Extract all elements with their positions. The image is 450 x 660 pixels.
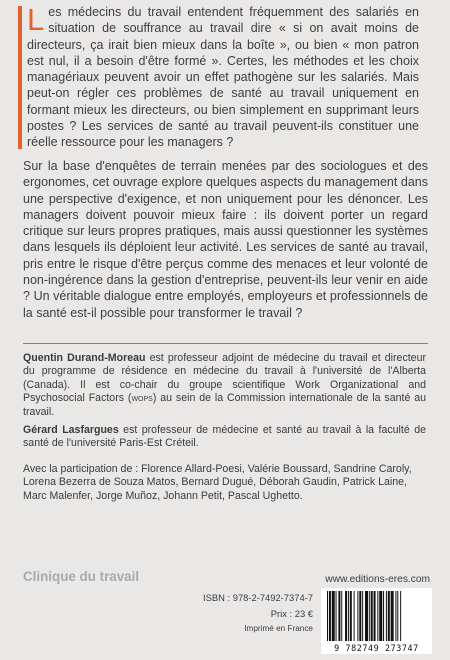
author-bio-abbr: wops (131, 392, 153, 405)
author-bio-text: est professeur de médecine et santé au travail à la faculté de santé de l'université Paris-Est Créteil. (23, 424, 426, 450)
intro-paragraph (27, 4, 419, 151)
isbn: ISBN : 978-2-7492-7374-7 (203, 592, 313, 603)
isbn-block (175, 590, 313, 637)
barcode-number: 9 782749 273747 (334, 643, 419, 653)
author-bio-text: est professeur adjoint de médecine du travail et directeur du programme de résidence en médecine du travail à l'université de l'Alberta (Canada). Il est co-chair du groupe scientifique Work Organizational and Psychosocial Factors ( (23, 352, 426, 405)
printed-in: Imprimé en France (244, 624, 313, 633)
author-name: Quentin Durand-Moreau (23, 352, 146, 364)
author-bio-2 (23, 424, 426, 451)
barcode-bars (325, 591, 428, 641)
publisher-website: www.editions-eres.com (325, 574, 430, 585)
separator-line (23, 343, 428, 344)
author-bios (23, 352, 426, 456)
drop-cap: L (27, 2, 45, 37)
author-name: Gérard Lasfargues (23, 424, 119, 437)
series-title: Clinique du travail (23, 569, 140, 584)
participation-list: Avec la participation de : Florence Allard-Poesi, Valérie Boussard, Sandrine Caroly, Lorena Bezerra de Souza Matos, Bernard Dugué, Déborah Gaudin, Patrick Laine, Marc Malenfer, Jorge Muñoz, Johann Petit, Pascal Ughetto. (23, 463, 412, 502)
author-bio-1 (23, 352, 426, 419)
price: Prix : 23 € (270, 607, 313, 619)
author-bio-text: ) au sein de la Commission internationale de la santé au travail. (23, 392, 426, 418)
intro-text: es médecins du travail entendent fréquemment des salariés en situation de souffrance au travail dire « si on avait moins de directeurs, ça irait bien mieux dans la boîte », ou bien « mon patron est nul, il a besoin d'être formé ». Certes, les méthodes et les choix managériaux peuvent avoir un effet pathogène sur les salariés. Mais peut-on régler ces problèmes de santé au travail uniquement en formant mieux les directeurs, ou bien simplement en supprimant leurs postes ? Les services de santé au travail peuvent-ils constituer une réelle ressource pour les managers ? (27, 5, 419, 150)
accent-bar (18, 6, 22, 149)
barcode (321, 588, 432, 654)
description-paragraph: Sur la base d'enquêtes de terrain menées par des sociologues et des ergonomes, cet ouvrage explore quelques aspects du management dans une perspective d'exigence, et non uniquement pour les dénoncer. Les managers doivent pouvoir mieux faire : ils doivent porter un regard critique sur leurs propres pratiques, mais aussi questionner les systèmes dans lesquels ils déploient leur activité. Les services de santé au travail, pris entre le risque d'être perçus comme des menaces et leur volonté de non-ingérence dans la gestion d'entreprise, peuvent-ils leur venir en aide ? Un véritable dialogue entre employés, employeurs et professionnels de la santé est-il possible pour transformer le travail ? (23, 159, 428, 320)
